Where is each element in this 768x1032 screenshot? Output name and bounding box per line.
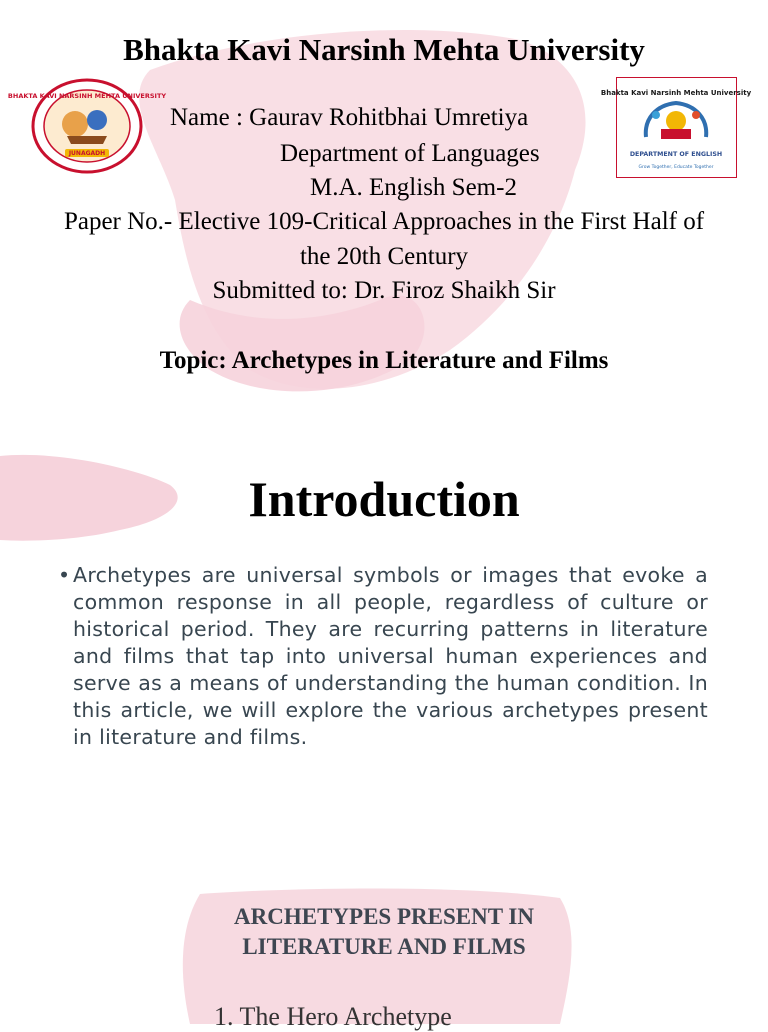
archetypes-heading-line-1: ARCHETYPES PRESENT IN [234, 904, 534, 929]
paper-title-line-2: the 20th Century [299, 243, 469, 270]
list-item: 1. The Hero Archetype [214, 1002, 452, 1031]
svg-text:DEPARTMENT OF ENGLISH: DEPARTMENT OF ENGLISH [629, 151, 723, 158]
department-name: Department of Languages [280, 140, 540, 167]
bullet-icon: • [58, 563, 71, 587]
submitted-to: Submitted to: Dr. Firoz Shaikh Sir [212, 277, 556, 304]
course-name: M.A. English Sem-2 [310, 174, 517, 201]
svg-text:BHAKTA KAVI NARSINH MEHTA UNIV: BHAKTA KAVI NARSINH MEHTA UNIVERSITY [7, 92, 167, 100]
university-seal-icon [7, 78, 167, 174]
introduction-text: Archetypes are universal symbols or images that evoke a common response in all people, regardless of culture or historical period. They are recurring patterns in literature and films that tap into universal human experiences and serve as a means of understanding the human condition. In this article, we will explore the various archetypes present in literature and films. [73, 563, 708, 749]
paper-title-line-1: Paper No.- Elective 109-Critical Approaches in the First Half of [63, 208, 705, 235]
university-title: Bhakta Kavi Narsinh Mehta University [123, 32, 645, 67]
department-logo [600, 77, 752, 183]
svg-text:Grow Together, Educate Togethe: Grow Together, Educate Together [638, 165, 714, 170]
archetypes-slide [0, 870, 768, 1031]
university-logo [7, 78, 167, 179]
archetypes-heading-line-2: LITERATURE AND FILMS [242, 934, 526, 959]
svg-text:Bhakta Kavi Narsinh Mehta Univ: Bhakta Kavi Narsinh Mehta University [600, 89, 752, 97]
introduction-slide [0, 430, 768, 870]
student-name: Name : Gaurav Rohitbhai Umretiya [170, 104, 529, 131]
topic-title: Topic: Archetypes in Literature and Films [159, 347, 609, 374]
svg-text:JUNAGADH: JUNAGADH [68, 150, 106, 157]
introduction-heading: Introduction [248, 471, 520, 527]
department-emblem-icon [600, 77, 752, 178]
introduction-bullet [58, 562, 708, 751]
archetypes-heading [0, 902, 768, 962]
title-slide [0, 0, 768, 430]
